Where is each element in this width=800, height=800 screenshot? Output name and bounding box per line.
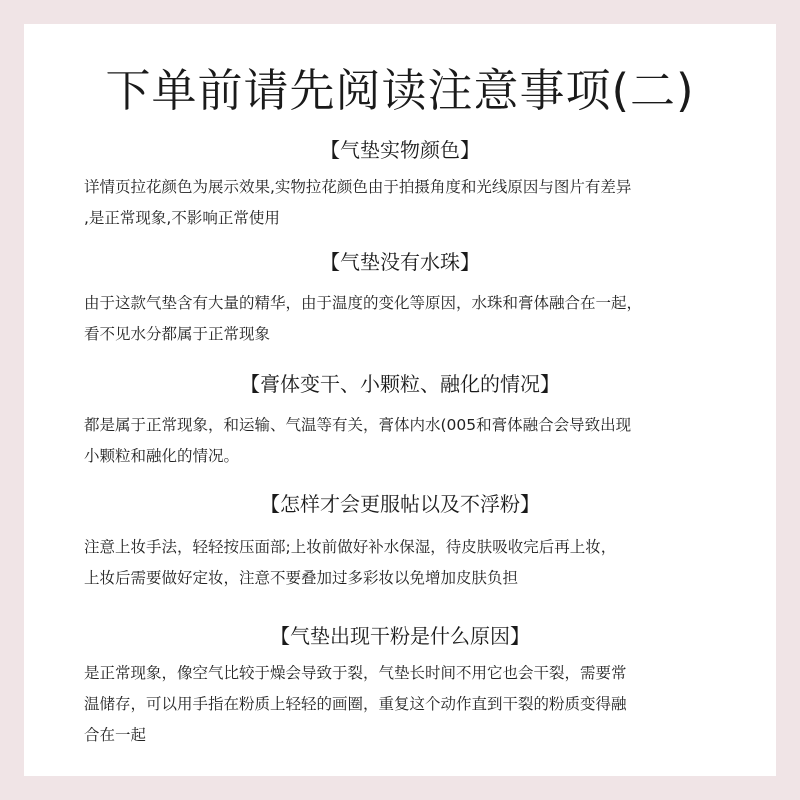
body-line: 详情页拉花颜色为展示效果,实物拉花颜色由于拍摄角度和光线原因与图片有差异 (84, 178, 632, 196)
body-line: 是正常现象，像空气比较于燥会导致于裂，气垫长时间不用它也会干裂，需要常 (84, 664, 627, 682)
section-body-water (84, 288, 760, 350)
section-body-color (84, 172, 760, 234)
body-line: 由于这款气垫含有大量的精华，由于温度的变化等原因，水珠和膏体融合在一起， (84, 294, 643, 312)
section-body-application (84, 532, 760, 594)
section-heading-application: 【怎样才会更服帖以及不浮粉】 (260, 492, 540, 516)
body-line: 合在一起 (84, 726, 147, 744)
section-heading-water: 【气垫没有水珠】 (320, 250, 480, 274)
body-line: 温储存，可以用手指在粉质上轻轻的画圈，重复这个动作直到干裂的粉质变得融 (84, 695, 627, 713)
notice-card (24, 24, 776, 776)
section-heading-dry-powder: 【气垫出现干粉是什么原因】 (270, 624, 530, 648)
section-heading-color: 【气垫实物颜色】 (320, 138, 480, 162)
body-line: 小颗粒和融化的情况。 (84, 447, 240, 465)
section-heading-texture: 【膏体变干、小颗粒、融化的情况】 (240, 372, 560, 396)
section-body-dry-powder (84, 658, 760, 751)
section-body-texture (84, 410, 760, 472)
page-title: 下单前请先阅读注意事项(二) (105, 64, 695, 117)
body-line: 上妆后需要做好定妆，注意不要叠加过多彩妆以免增加皮肤负担 (84, 569, 519, 587)
body-line: 看不见水分都属于正常现象 (84, 325, 271, 343)
body-line: 注意上妆手法，轻轻按压面部;上妆前做好补水保湿，待皮肤吸收完后再上妆， (84, 538, 617, 556)
body-line: ,是正常现象,不影响正常使用 (84, 209, 280, 227)
body-line: 都是属于正常现象，和运输、气温等有关，膏体内水(005和膏体融合会导致出现 (84, 416, 632, 434)
